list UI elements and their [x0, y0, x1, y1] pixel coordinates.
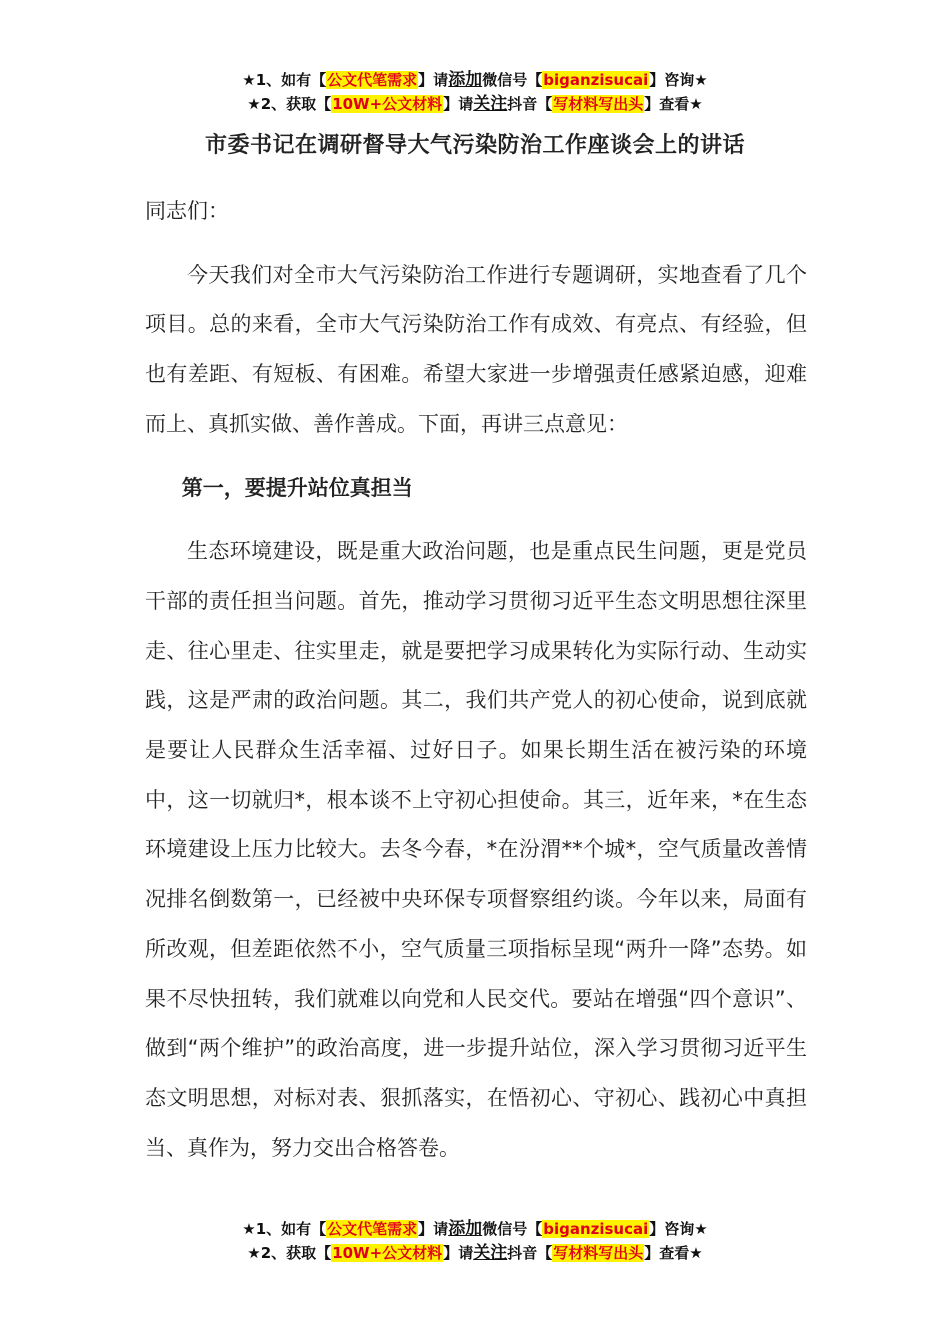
promo-text: ★1、如有【	[242, 71, 327, 89]
promo-line-2	[0, 92, 950, 116]
promo-highlight: 公文代笔需求	[327, 1220, 418, 1238]
promo-highlight: 写材料写出头	[553, 95, 644, 113]
header-promo-banner	[0, 68, 950, 116]
promo-text: 抖音【	[507, 1244, 553, 1262]
promo-text: 微信号【	[482, 71, 543, 89]
document-title: 市委书记在调研督导大气污染防治工作座谈会上的讲话	[204, 133, 745, 158]
promo-line-1	[0, 1217, 950, 1241]
promo-underlined: 添加	[448, 70, 483, 90]
promo-text: 】请	[418, 1220, 449, 1238]
promo-text: 】请	[443, 1244, 474, 1262]
promo-line-1	[0, 68, 950, 92]
promo-highlight: 写材料写出头	[553, 1244, 644, 1262]
paragraph-intro: 今天我们对全市大气污染防治工作进行专题调研，实地查看了几个项目。总的来看，全市大气污染防治工作有成效、有亮点、有经验，但也有差距、有短板、有困难。希望大家进一步增强责任感紧迫感，迎难而上、真抓实做、善作善成。下面，再讲三点意见：	[145, 262, 807, 436]
footer-promo-banner	[0, 1217, 950, 1265]
salutation: 同志们：	[145, 199, 229, 223]
promo-underlined: 关注	[473, 1243, 508, 1263]
promo-text: 】咨询★	[649, 1220, 708, 1238]
promo-line-2	[0, 1241, 950, 1265]
document-body	[145, 187, 807, 1173]
section-heading-1: 第一，要提升站位真担当	[181, 475, 413, 500]
paragraph-section-1: 生态环境建设，既是重大政治问题，也是重点民生问题，更是党员干部的责任担当问题。首先，推动学习贯彻习近平生态文明思想往深里走、往心里走、往实里走，就是要把学习成果转化为实际行动、生动实践，这是严肃的政治问题。其二，我们共产党人的初心使命，说到底就是要让人民群众生活幸福、过好日子。如果长期生活在被污染的环境中，这一切就归*，根本谈不上守初心担使命。其三，近年来，*在生态环境建设上压力比较大。去冬今春，*在汾渭**个城*，空气质量改善情况排名倒数第一，已经被中央环保专项督察组约谈。今年以来，局面有所改观，但差距依然不小，空气质量三项指标呈现“两升一降”态势。如果不尽快扭转，我们就难以向党和人民交代。要站在增强“四个意识”、做到“两个维护”的政治高度，进一步提升站位，深入学习贯彻习近平生态文明思想，对标对表、狠抓落实，在悟初心、守初心、践初心中真担当、真作为，努力交出合格答卷。	[145, 539, 807, 1160]
promo-underlined: 添加	[448, 1219, 483, 1239]
promo-text: 】请	[443, 95, 474, 113]
promo-text: 】查看★	[644, 1244, 703, 1262]
promo-highlight: biganzisucai	[543, 71, 649, 89]
promo-text: ★2、获取【	[247, 95, 332, 113]
promo-highlight: 公文代笔需求	[327, 71, 418, 89]
promo-text: ★2、获取【	[247, 1244, 332, 1262]
promo-text: ★1、如有【	[242, 1220, 327, 1238]
promo-highlight: biganzisucai	[543, 1220, 649, 1238]
promo-highlight: 10W+公文材料	[332, 1244, 443, 1262]
promo-text: 抖音【	[507, 95, 553, 113]
promo-text: 】咨询★	[649, 71, 708, 89]
promo-underlined: 关注	[473, 94, 508, 114]
promo-highlight: 10W+公文材料	[332, 95, 443, 113]
promo-text: 】查看★	[644, 95, 703, 113]
promo-text: 】请	[418, 71, 449, 89]
promo-text: 微信号【	[482, 1220, 543, 1238]
